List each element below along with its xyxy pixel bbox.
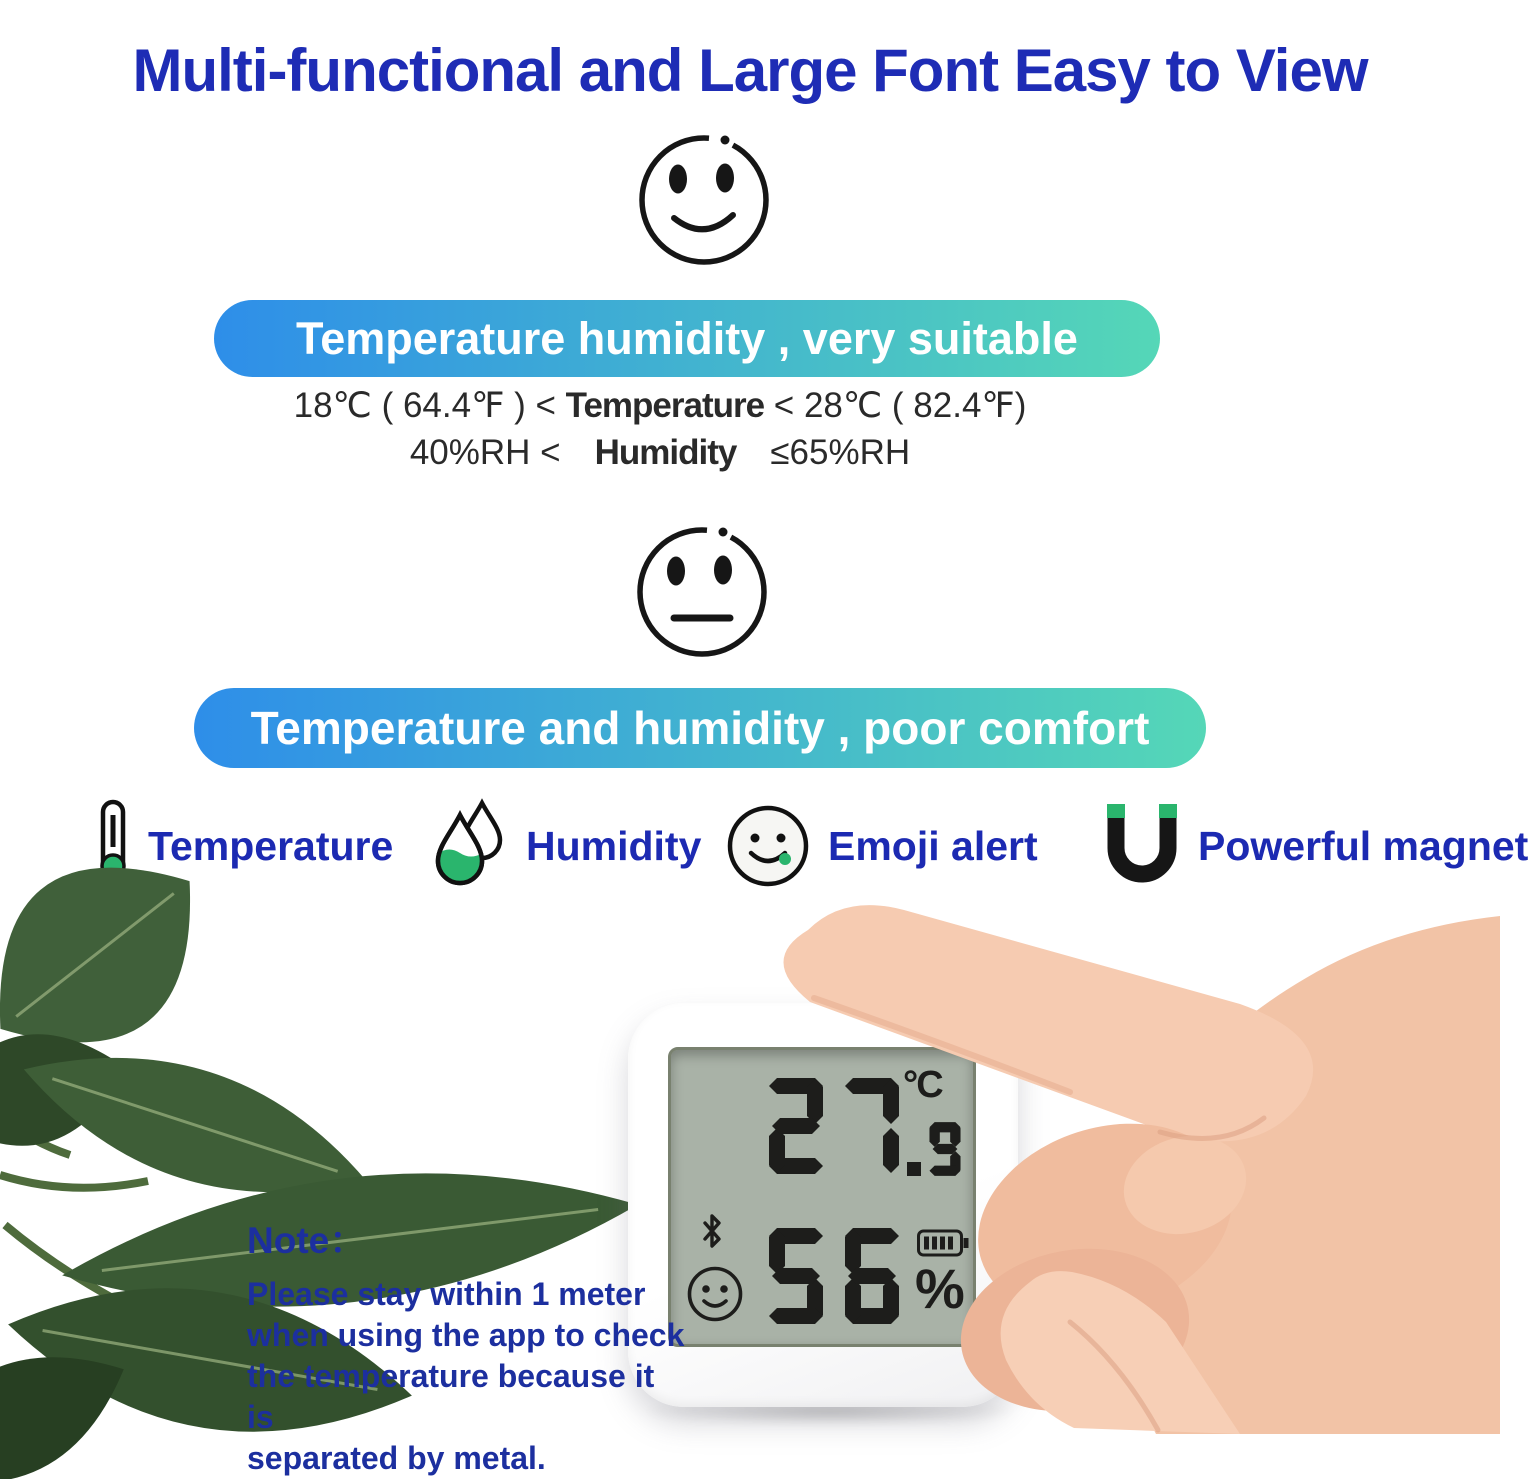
comfort-banner-poor [194,688,1206,768]
feature-label: Temperature [148,822,394,869]
humidity-unit: % [915,1257,965,1320]
humidity-range-text [0,433,1320,473]
range-post: ≤65%RH [770,433,911,472]
neutral-face-icon [630,520,775,665]
note [247,1210,687,1479]
feature-label: Humidity [526,822,702,869]
note-heading: Note： [247,1220,367,1261]
feature-label: Powerful magnet [1198,822,1528,869]
note-line: Please stay within 1 meter [247,1276,646,1312]
page-title: Multi-functional and Large Font Easy to View [132,37,1368,105]
feature-label: Emoji alert [828,822,1038,869]
hand [600,890,1500,1434]
emoji-alert-icon [724,802,812,890]
magnet-icon [1102,804,1182,888]
temperature-unit: °C [903,1064,942,1106]
feature-powerful-magnet [1102,798,1528,894]
range-bold: Humidity [594,433,737,472]
feature-emoji-alert [724,798,1038,894]
note-line: when using the app to check [247,1317,685,1353]
comfort-banner-suitable [214,300,1160,377]
range-pre: 40%RH < [409,433,561,472]
note-line: the temperature because it is [247,1358,655,1435]
banner-text: Temperature and humidity , poor comfort [250,702,1150,754]
happy-face-icon [632,128,777,273]
temperature-range-text [0,386,1320,426]
note-line: separated by metal. [247,1440,546,1476]
range-bold: Temperature [565,386,765,425]
range-post: < 28℃ ( 82.4℉) [764,386,1027,425]
range-pre: 18℃ ( 64.4℉ ) < [293,386,566,425]
banner-text: Temperature humidity , very suitable [296,312,1078,364]
